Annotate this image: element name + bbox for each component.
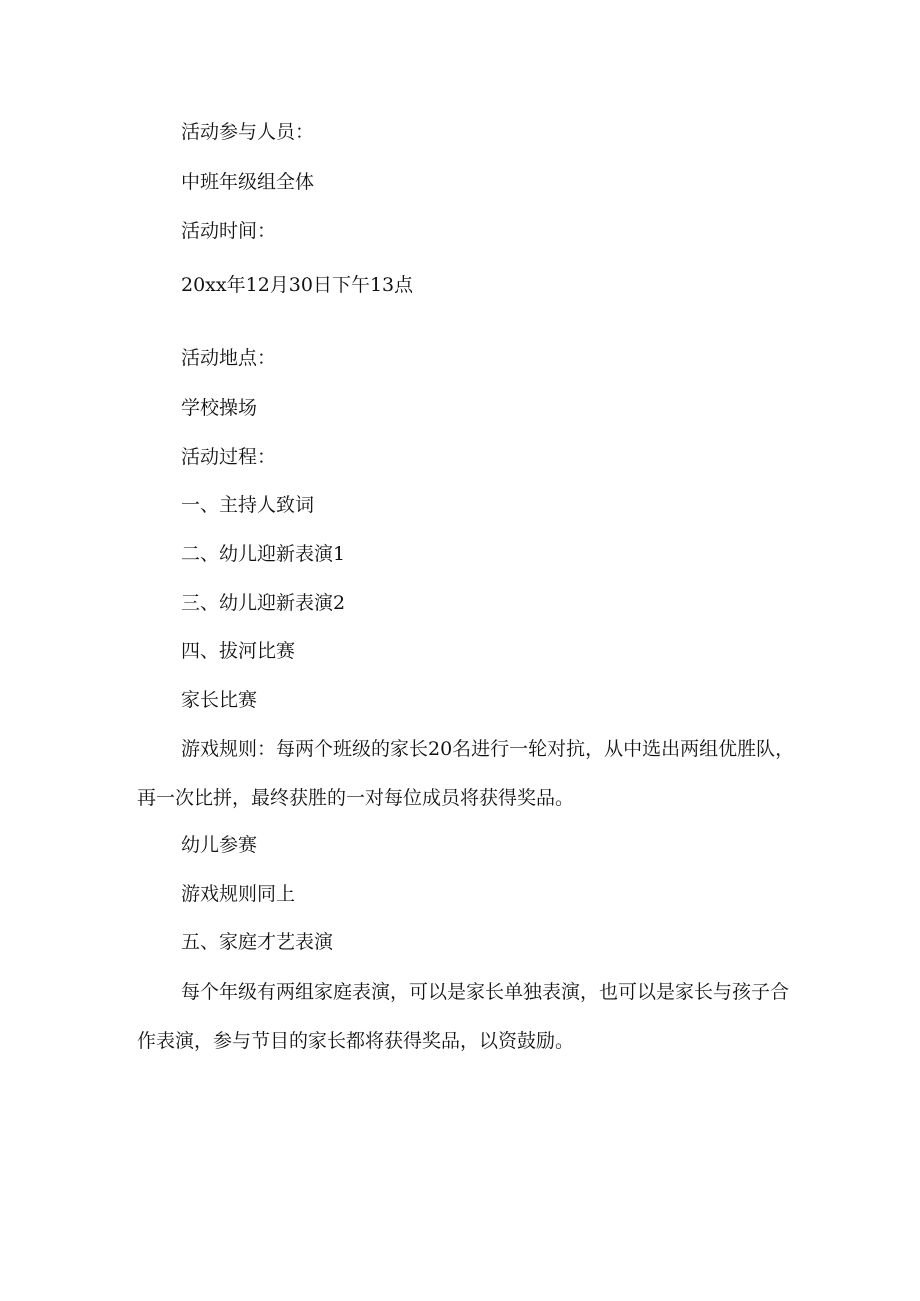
text-line: 家长比赛 — [181, 689, 258, 711]
text-line: 活动参与人员： — [181, 121, 315, 143]
text-line: 一、主持人致词 — [181, 494, 315, 516]
text-line: 20xx年12月30日下午13点 — [181, 274, 414, 296]
paragraph — [137, 968, 797, 1066]
text-line: 二、幼儿迎新表演1 — [181, 543, 346, 565]
text-line: 活动地点： — [181, 347, 277, 369]
text-line: 活动时间： — [181, 220, 277, 242]
text-line: 中班年级组全体 — [181, 171, 315, 193]
paragraph-text: 每个年级有两组家庭表演，可以是家长单独表演，也可以是家长与孩子合作表演，参与节目的家长都将获得奖品，以资鼓励。 — [137, 981, 790, 1052]
text-line: 三、幼儿迎新表演2 — [181, 592, 346, 614]
paragraph — [137, 725, 797, 823]
text-line: 幼儿参赛 — [181, 834, 258, 856]
text-line: 四、拔河比赛 — [181, 640, 296, 662]
text-line: 学校操场 — [181, 397, 258, 419]
text-line: 游戏规则同上 — [181, 883, 296, 905]
text-line: 活动过程： — [181, 446, 277, 468]
text-line: 五、家庭才艺表演 — [181, 931, 334, 953]
paragraph-text: 游戏规则：每两个班级的家长20名进行一轮对抗，从中选出两组优胜队，再一次比拼，最终获胜的一对每位成员将获得奖品。 — [137, 738, 795, 809]
